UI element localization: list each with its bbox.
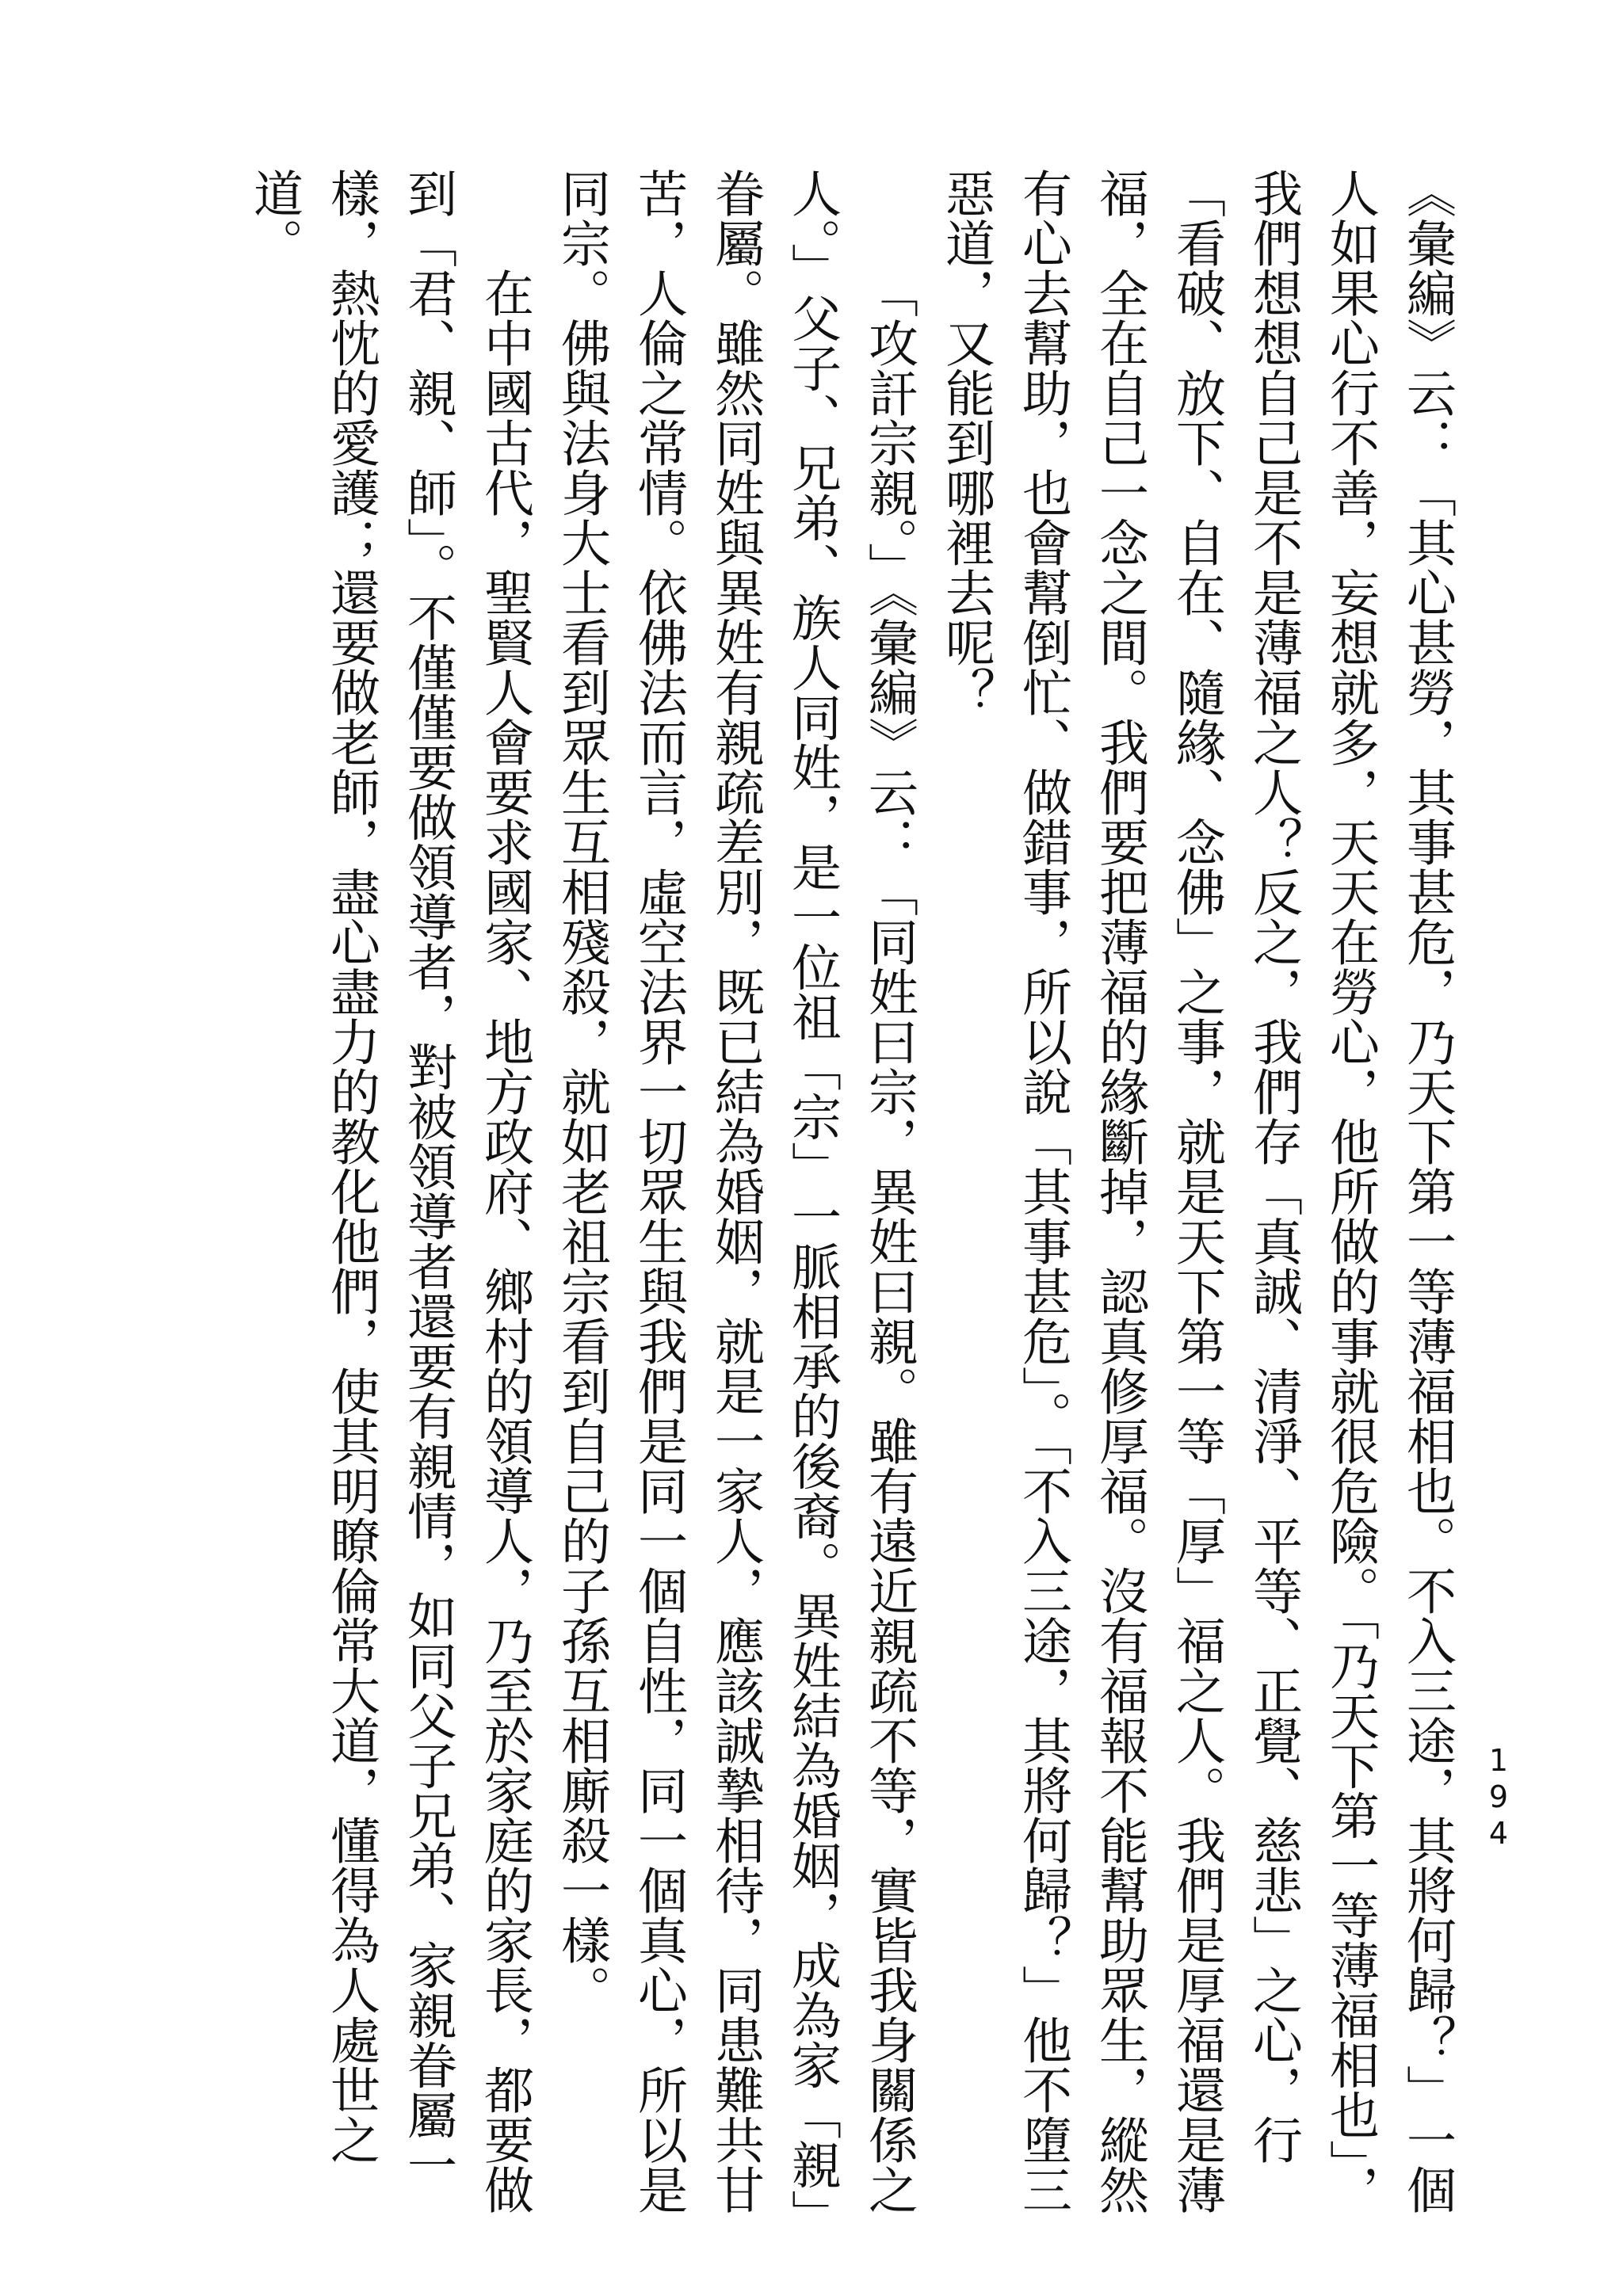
- vertical-text-body: [135, 168, 1466, 2244]
- paragraph-2: 「攻訐宗親。」《彙編》云：「同姓曰宗，異姓曰親。雖有遠近親疏不等，實皆我身關係之人。」父子、兄弟、族人同姓，是一位祖「宗」一脈相承的後裔。異姓結為婚姻，成為家「親」眷屬。雖然同姓與異姓有親疏差別，既已結為婚姻，就是一家人，應該誠摯相待，同患難共甘苦，人倫之常情。依佛法而言，虛空法界一切眾生與我們是同一個自性，同一個真心，所以是同宗。佛與法身大士看到眾生互相殘殺，就如老祖宗看到自己的子孫互相廝殺一樣。: [553, 168, 918, 2240]
- page-number: 194: [1481, 1743, 1516, 1852]
- paragraph-1: 《彙編》云：「其心甚勞，其事甚危，乃天下第一等薄福相也。不入三途，其將何歸？」一個人如果心行不善，妄想就多，天天在勞心，他所做的事就很危險。「乃天下第一等薄福相也」，我們想想自己是不是薄福之人？反之，我們存「真誠、清淨、平等、正覺、慈悲」之心，行「看破、放下、自在、隨緣、念佛」之事，就是天下第一等「厚」福之人。我們是厚福還是薄福，全在自己一念之間。我們要把薄福的緣斷掉，認真修厚福。沒有福報不能幫助眾生，縱然有心去幫助，也會幫倒忙、做錯事，所以說「其事甚危」。「不入三途，其將何歸？」他不墮三惡道，又能到哪裡去呢？: [938, 168, 1457, 2214]
- paragraph-3: 在中國古代，聖賢人會要求國家、地方政府、鄉村的領導人，乃至於家庭的家長，都要做到「君、親、師」。不僅僅要做領導者，對被領導者還要有親情，如同父子兄弟、家親眷屬一樣，熱忱的愛護；還要做老師，盡心盡力的教化他們，使其明瞭倫常大道，懂得為人處世之道。: [246, 168, 534, 2214]
